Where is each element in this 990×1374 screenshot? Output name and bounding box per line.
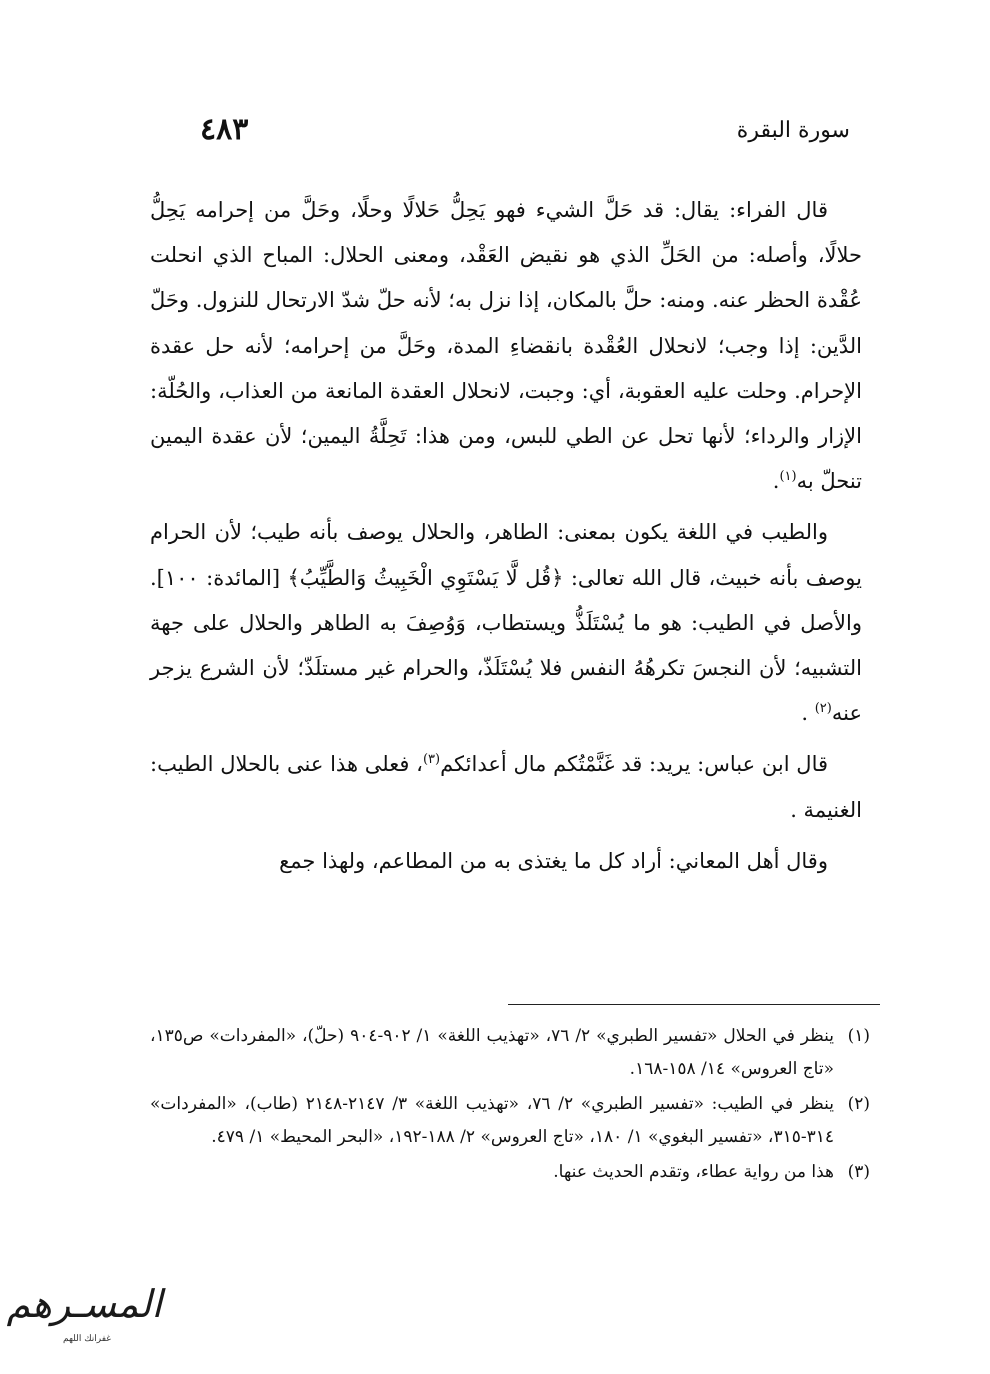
footnote-text: ينظر في الحلال «تفسير الطبري» ٢/ ٧٦، «تهذيب اللغة» ١/ ٩٠٢-٩٠٤ (حلّ)، «المفردات» ص١٣٥، «تاج العروس» ١٤/ ١٥٨-١٦٨. xyxy=(150,1026,834,1079)
footnote-item xyxy=(150,1156,870,1189)
paragraph-text: [المائدة: ١٠٠]. والأصل في الطيب: هو ما يُسْتَلَذُّ ويستطاب، وَوُصِفَ به الطاهر والحلال على جهة التشبيه؛ لأن النجسَ تكرهُهُ النفس فلا يُسْتَلَذّ، والحرام غير مستلَذّ؛ لأن الشرع يزجر عنه xyxy=(150,565,862,726)
surah-title: سورة البقرة xyxy=(736,118,850,143)
footnote-number: (١) xyxy=(847,1026,870,1046)
paragraph-2 xyxy=(150,510,862,736)
footnote-ref-1[interactable]: (١) xyxy=(779,469,797,485)
watermark-logo xyxy=(8,1282,173,1362)
paragraph-text: قال ابن عباس: يريد: قد غَنَّمْتُكم مال أعدائكم xyxy=(440,752,829,777)
paragraph-end: . xyxy=(801,701,815,726)
watermark-logo-subtext: غفرانك اللهم xyxy=(62,1334,112,1344)
paragraph-3 xyxy=(150,742,862,832)
main-text xyxy=(150,188,862,890)
watermark-logo-text: المسـرهم xyxy=(6,1282,162,1326)
footnote-ref-2[interactable]: (٢) xyxy=(814,701,832,717)
footnote-item xyxy=(150,1088,870,1153)
paragraph-end: . xyxy=(772,469,780,494)
paragraph-text: وقال أهل المعاني: أراد كل ما يغتذى به من المطاعم، ولهذا جمع xyxy=(279,848,828,873)
page-header xyxy=(150,112,850,156)
footnote-number: (٢) xyxy=(847,1094,870,1114)
footnote-text: ينظر في الطيب: «تفسير الطبري» ٢/ ٧٦، «تهذيب اللغة» ٣/ ٢١٤٧-٢١٤٨ (طاب)، «المفردات» ٣١٤-٣١٥، «تفسير البغوي» ١/ ١٨٠، «تاج العروس» ٢/ ١٨٨-١٩٢، «البحر المحيط» ١/ ٤٧٩. xyxy=(150,1094,834,1147)
footnote-separator xyxy=(508,1004,880,1005)
footnote-item xyxy=(150,1020,870,1085)
paragraph-text: ، فعلى هذا عنى بالحلال الطيب: الغنيمة . xyxy=(150,752,862,822)
paragraph-text: قال الفراء: يقال: قد حَلَّ الشيء فهو يَحِلُّ حَلالًا وحلًا، وحَلَّ من إحرامه يَحِلُّ حلالًا، وأصله: من الحَلِّ الذي هو نقيض العَقْد، ومعنى الحلال: المباح الذي انحلت عُقْدة الحظر عنه. ومنه: حلَّ بالمكان، إذا نزل به؛ لأنه حلّ شدّ الارتحال للنزول. وحَلّ الدَّين: إذا وجب؛ لانحلال العُقْدة بانقضاءِ المدة، وحَلَّ من إحرامه؛ لأنه حل عقدة الإحرام. وحلت عليه العقوبة، أي: وجبت، لانحلال العقدة المانعة من العذاب، والحُلّة: الإزار والرداء؛ لأنها تحل عن الطي للبس، ومن هذا: تَحِلَّةُ اليمين؛ لأن عقدة اليمين تنحلّ به xyxy=(150,198,862,494)
quran-verse: ﴿قُل لَّا يَسْتَوِي الْخَبِيثُ وَالطَّيِّبُ﴾ xyxy=(287,565,564,590)
footnote-ref-3[interactable]: (٣) xyxy=(422,752,441,768)
paragraph-1 xyxy=(150,188,862,504)
paragraph-text: والطيب في اللغة يكون بمعنى: الطاهر، والحلال يوصف بأنه طيب؛ لأن الحرام يوصف بأنه خبيث، قال الله تعالى: xyxy=(150,520,862,590)
footnotes xyxy=(150,1020,870,1192)
footnote-number: (٣) xyxy=(847,1162,870,1182)
page-number: ٤٨٣ xyxy=(200,112,249,147)
footnote-text: هذا من رواية عطاء، وتقدم الحديث عنها. xyxy=(553,1162,834,1182)
paragraph-4 xyxy=(150,839,862,884)
